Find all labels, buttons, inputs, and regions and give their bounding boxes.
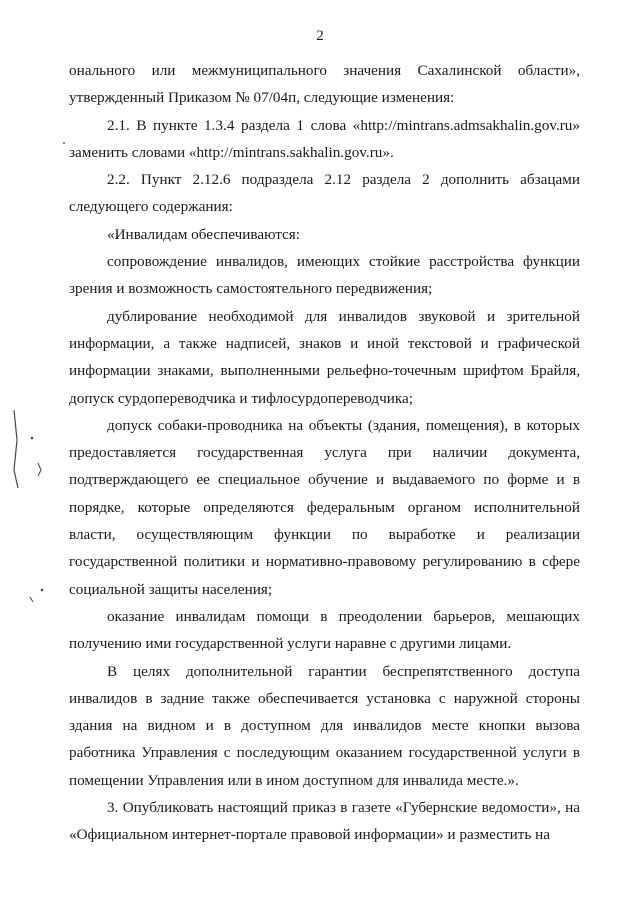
page-number: 2 [316,28,324,44]
paragraph-guide-dog: допуск собаки-проводника на объекты (здания, помещения), в которых предоставляется государственная услуга при наличии документа, подтверждающего ее специальное обучение и выдаваемого по форме и в порядке, которые определяются федеральным органом исполнительной власти, осуществляющим функции по выработке и реализации государственной политики и нормативно-правовому регулированию в сфере социальной защиты населения; [69,416,580,598]
paragraph-continuation: онального или межмуниципального значения Сахалинской области», утвержденный Приказом № 07/04п, следующие изменения: [69,62,580,107]
paragraph-2-1: 2.1. В пункте 1.3.4 раздела 1 слова «http://mintrans.admsakhalin.gov.ru» заменить словами «http://mintrans.sakhalin.gov.ru». [69,116,580,161]
paragraph-braille: дублирование необходимой для инвалидов звуковой и зрительной информации, а также надписей, знаков и иной текстовой и графической информации знаками, выполненными рельефно-точечным шрифтом Брайля, допуск сурдопереводчика и тифлосурдопереводчика; [69,307,580,407]
paragraph-escort: сопровождение инвалидов, имеющих стойкие расстройства функции зрения и возможность самостоятельного передвижения; [69,253,580,298]
paragraph-3-publish: 3. Опубликовать настоящий приказ в газете «Губернские ведомости», на «Официальном интернет-портале правовой информации» и разместить на [69,799,580,844]
paragraph-2-2: 2.2. Пункт 2.12.6 подраздела 2.12 раздела 2 дополнить абзацами следующего содержания: [69,171,580,216]
paragraph-quote-intro: «Инвалидам обеспечиваются: [107,225,300,243]
paragraph-call-button: В целях дополнительной гарантии беспрепятственного доступа инвалидов в задние также обеспечивается установка с наружной стороны здания на видном и в доступном для инвалидов месте кнопки вызова работника Управления с последующим оказанием государственной услуги в помещении Управления или в ином доступном для инвалида месте.». [69,662,580,789]
paragraph-assistance: оказание инвалидам помощи в преодолении барьеров, мешающих получению ими государственной услуги наравне с другими лицами. [69,607,580,653]
